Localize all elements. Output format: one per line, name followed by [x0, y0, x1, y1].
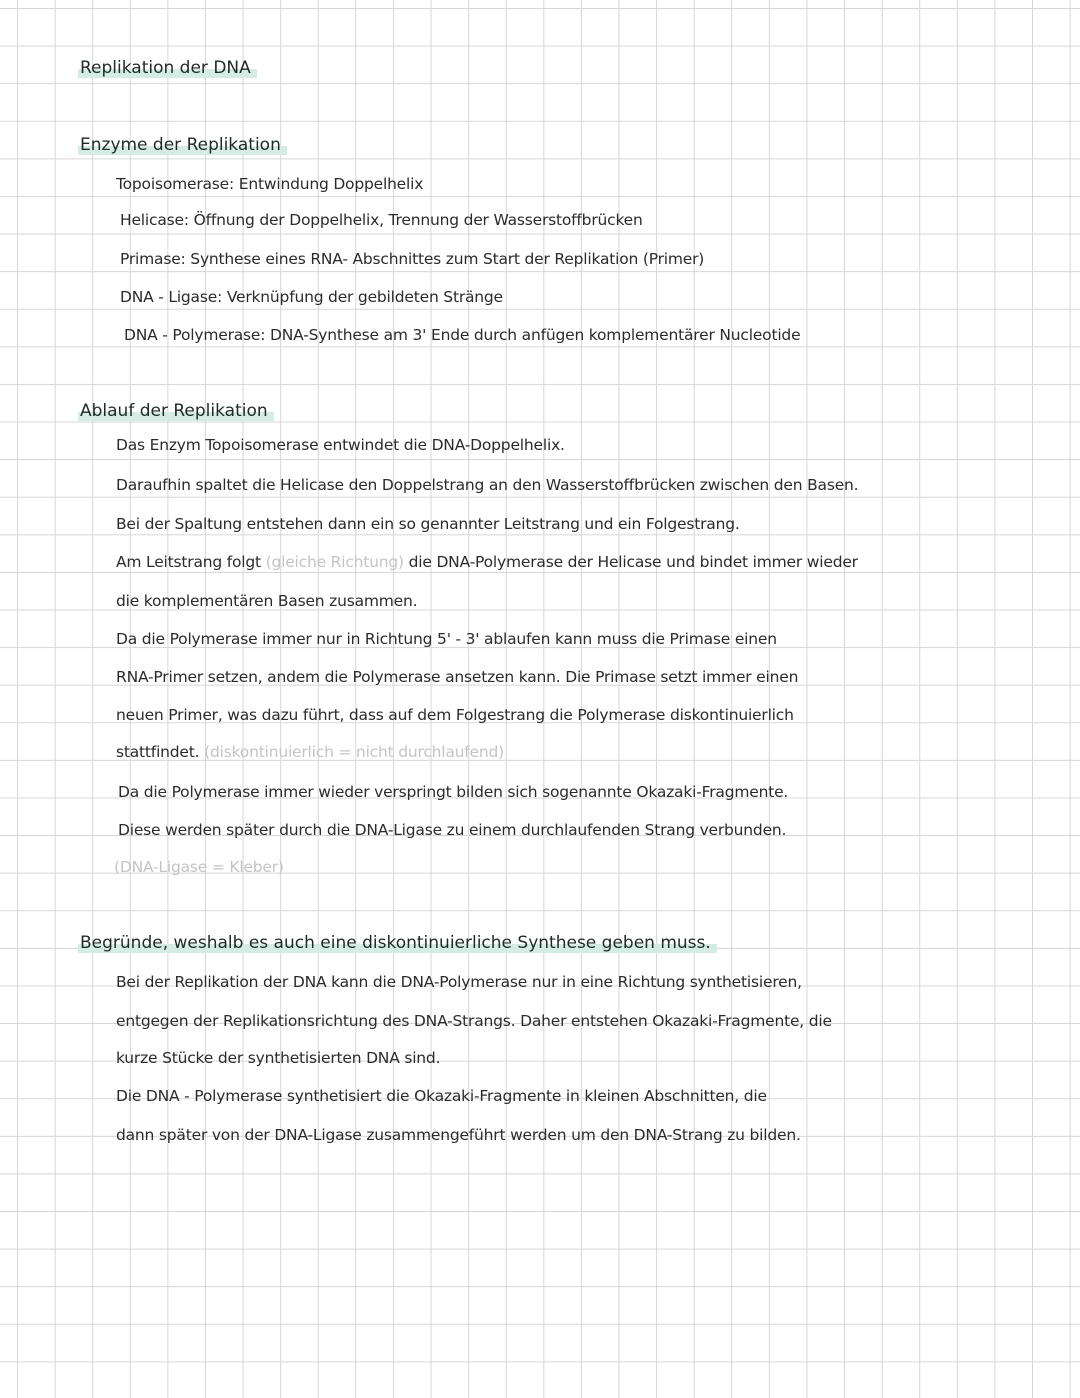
- process-note: (DNA-Ligase = Kleber): [114, 858, 284, 876]
- process-text: Am Leitstrang folgt: [116, 553, 261, 571]
- process-line: neuen Primer, was dazu führt, dass auf dem Folgestrang die Polymerase diskontinuierlich: [116, 706, 794, 724]
- section-heading-process: Ablauf der Replikation: [78, 401, 274, 421]
- page-title: Replikation der DNA: [78, 58, 257, 78]
- process-text: stattfindet.: [116, 743, 200, 761]
- enzyme-item: DNA - Ligase: Verknüpfung der gebildeten Stränge: [120, 288, 503, 306]
- enzyme-item: DNA - Polymerase: DNA-Synthese am 3' Ende durch anfügen komplementärer Nucleotide: [124, 326, 801, 344]
- section-heading-question: Begründe, weshalb es auch eine diskontinuierliche Synthese geben muss.: [78, 933, 717, 953]
- answer-line: kurze Stücke der synthetisierten DNA sind.: [116, 1049, 441, 1067]
- answer-line: dann später von der DNA-Ligase zusammengeführt werden um den DNA-Strang zu bilden.: [116, 1126, 801, 1144]
- enzyme-item: Primase: Synthese eines RNA- Abschnittes zum Start der Replikation (Primer): [120, 250, 705, 268]
- process-line: Diese werden später durch die DNA-Ligase zu einem durchlaufenden Strang verbunden.: [118, 821, 787, 839]
- process-line: Da die Polymerase immer wieder verspringt bilden sich sogenannte Okazaki-Fragmente.: [118, 783, 789, 801]
- answer-line: entgegen der Replikationsrichtung des DNA-Strangs. Daher entstehen Okazaki-Fragmente, die: [116, 1012, 832, 1030]
- process-line: [116, 743, 504, 761]
- process-line: RNA-Primer setzen, andem die Polymerase ansetzen kann. Die Primase setzt immer einen: [116, 668, 799, 686]
- process-line: Da die Polymerase immer nur in Richtung 5' - 3' ablaufen kann muss die Primase einen: [116, 630, 777, 648]
- process-line: die komplementären Basen zusammen.: [116, 592, 418, 610]
- process-line: Daraufhin spaltet die Helicase den Doppelstrang an den Wasserstoffbrücken zwischen den Basen.: [116, 476, 859, 494]
- process-line: Das Enzym Topoisomerase entwindet die DNA-Doppelhelix.: [116, 436, 565, 454]
- answer-line: Die DNA - Polymerase synthetisiert die Okazaki-Fragmente in kleinen Abschnitten, die: [116, 1087, 767, 1105]
- process-line: [116, 553, 858, 571]
- process-note: (diskontinuierlich = nicht durchlaufend): [204, 743, 505, 761]
- process-text: die DNA-Polymerase der Helicase und bindet immer wieder: [408, 553, 858, 571]
- enzyme-item: Helicase: Öffnung der Doppelhelix, Trennung der Wasserstoffbrücken: [120, 211, 643, 229]
- process-line: Bei der Spaltung entstehen dann ein so genannter Leitstrang und ein Folgestrang.: [116, 515, 740, 533]
- answer-line: Bei der Replikation der DNA kann die DNA-Polymerase nur in eine Richtung synthetisieren,: [116, 973, 802, 991]
- enzyme-item: Topoisomerase: Entwindung Doppelhelix: [116, 175, 424, 193]
- process-note: (gleiche Richtung): [265, 553, 404, 571]
- section-heading-enzymes: Enzyme der Replikation: [78, 135, 287, 155]
